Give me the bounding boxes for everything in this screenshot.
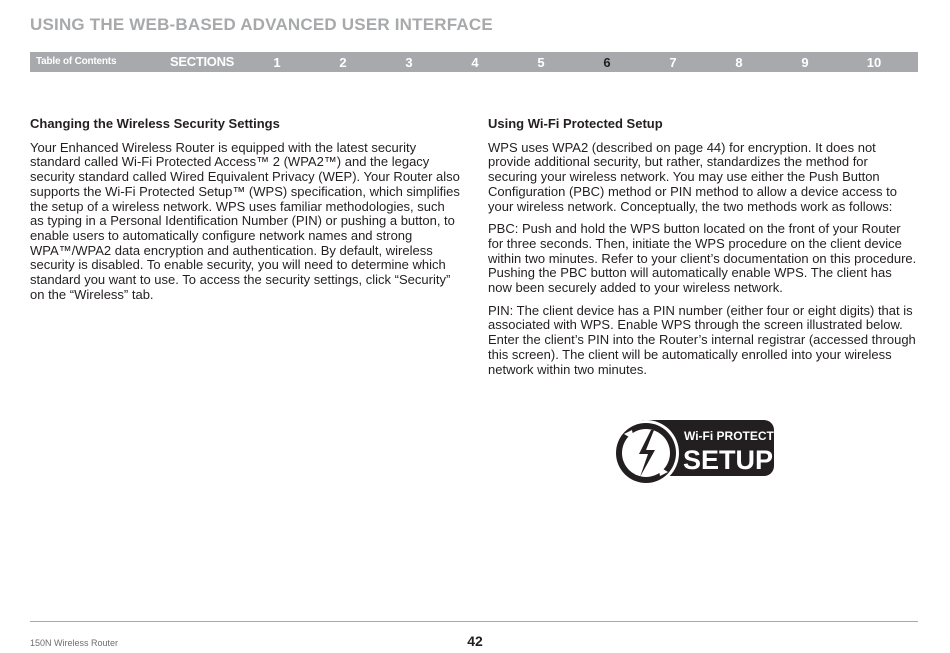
page-number: 42 [467, 633, 483, 649]
right-column [488, 117, 918, 385]
section-link-1[interactable]: 1 [273, 55, 281, 70]
footer-divider [30, 621, 918, 622]
section-nav-bar [30, 52, 918, 72]
section-link-8[interactable]: 8 [735, 55, 743, 70]
wireless-security-paragraph: Your Enhanced Wireless Router is equipped with the latest security standard called Wi-Fi Protected Access™ 2 (WPA2™) and the legacy security standard called Wired Equivalent Privacy (WEP). Your Router also supports the Wi-Fi Protected Setup™ (WPS) specification, which simplifies the setup of a wireless network. WPS uses familiar methodologies, such as typing in a Personal Identification Number (PIN) or pushing a button, to enable users to automatically configure network names and strong WPA™/WPA2 data encryption and authentication. By default, wireless security is disabled. To enable security, you will need to determine which standard you want to use. To access the security settings, click “Security” on the “Wireless” tab. [30, 139, 460, 302]
pin-paragraph: PIN: The client device has a PIN number (either four or eight digits) that is associated with WPS. Enable WPS through the screen illustrated below. Enter the client’s PIN into the Router’s internal registrar (accessed through this screen). The client will be automatically enrolled into your wireless network within two minutes. [488, 302, 916, 377]
section-link-3[interactable]: 3 [405, 55, 413, 70]
wps-logo-line2: SETUP [683, 445, 774, 475]
section-link-2[interactable]: 2 [339, 55, 347, 70]
table-of-contents-link[interactable]: Table of Contents [36, 56, 117, 67]
section-link-5[interactable]: 5 [537, 55, 545, 70]
sections-label: SECTIONS [170, 54, 235, 69]
wps-logo-line1: Wi-Fi PROTECTED [684, 429, 791, 443]
page-header-title: USING THE WEB-BASED ADVANCED USER INTERFACE [30, 15, 493, 34]
wps-heading: Using Wi-Fi Protected Setup [488, 116, 663, 131]
left-column [30, 117, 462, 310]
section-link-9[interactable]: 9 [801, 55, 809, 70]
wireless-security-heading: Changing the Wireless Security Settings [30, 116, 280, 131]
section-link-4[interactable]: 4 [471, 55, 479, 70]
wps-logo [612, 416, 791, 490]
wps-logo-icon [612, 416, 791, 490]
pbc-paragraph: PBC: Push and hold the WPS button located on the front of your Router for three seconds. Then, initiate the WPS procedure on the client device within two minutes. Refer to your client’s documentation on this procedure. Pushing the PBC button will automatically enable WPS. The client has now been securely added to your wireless network. [488, 221, 917, 296]
footer-product-name: 150N Wireless Router [30, 638, 119, 648]
wps-intro-paragraph: WPS uses WPA2 (described on page 44) for encryption. It does not provide additional security, but rather, standardizes the method for securing your wireless network. You may use either the Push Button Configuration (PBC) method or PIN method to allow a device access to your wireless network. Conceptually, the two methods work as follows: [488, 139, 897, 214]
section-link-10[interactable]: 10 [866, 55, 882, 70]
section-link-6-current[interactable]: 6 [603, 55, 611, 70]
section-link-7[interactable]: 7 [669, 55, 677, 70]
